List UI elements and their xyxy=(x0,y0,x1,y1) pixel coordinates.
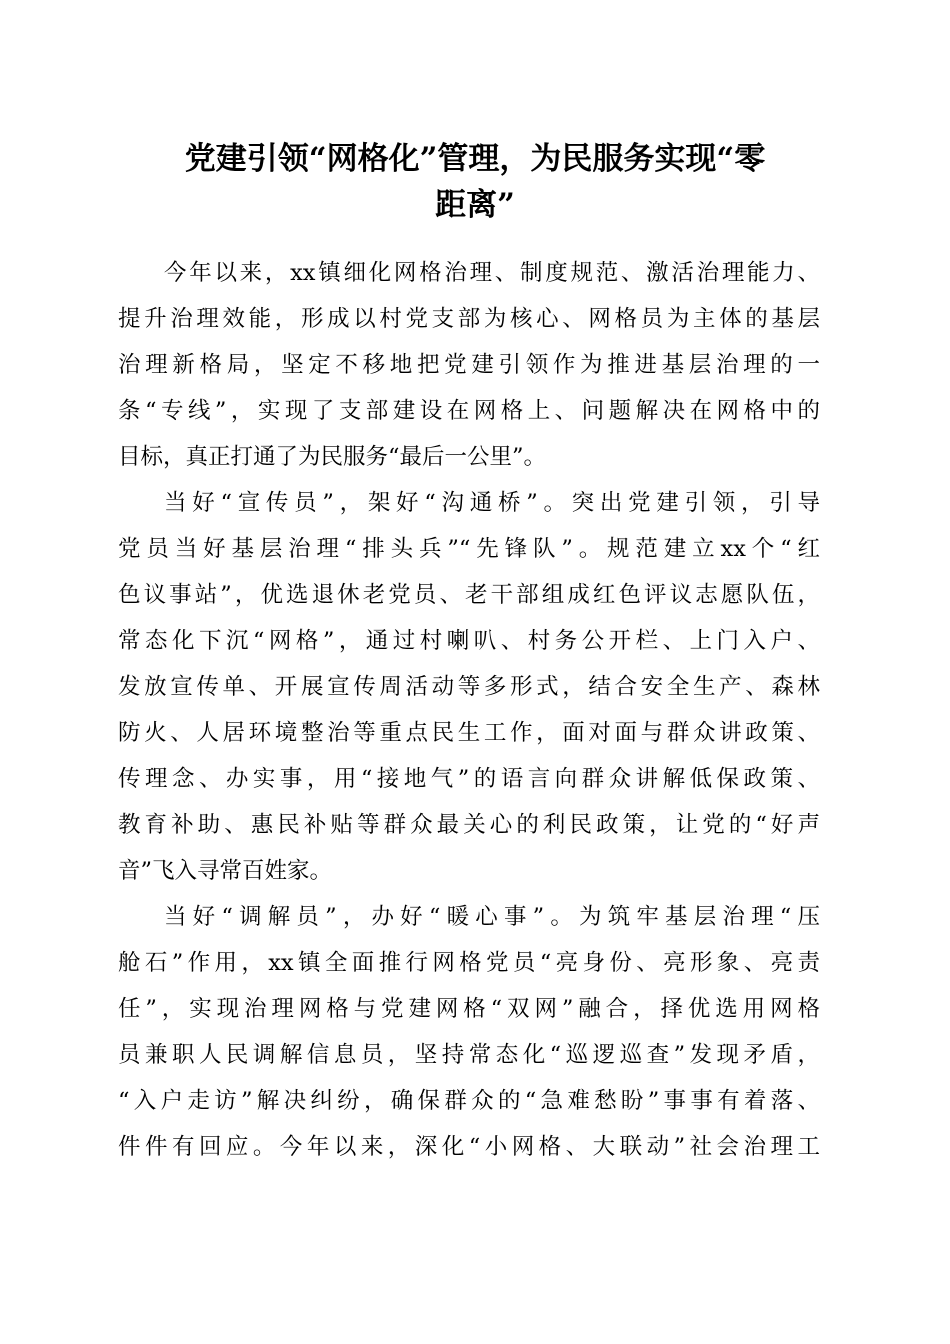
text-line: 色议事站”，优选退休老党员、老干部组成红色评议志愿队伍， xyxy=(118,582,820,608)
paragraph-publicity xyxy=(118,480,820,894)
text-line: 件件有回应。今年以来，深化“小网格、大联动”社会治理工 xyxy=(118,1134,820,1160)
text-line: 员兼职人民调解信息员，坚持常态化“巡逻巡查”发现矛盾， xyxy=(118,1042,820,1068)
text-line: 当好“宣传员”，架好“沟通桥”。突出党建引领，引导 xyxy=(164,490,820,516)
title-line-2: 距离” xyxy=(435,187,515,223)
text-line: 教育补助、惠民补贴等群众最关心的利民政策，让党的“好声 xyxy=(118,812,820,838)
paragraph-mediation xyxy=(118,894,820,1170)
title-line-1: 党建引领“网格化”管理，为民服务实现“零 xyxy=(184,141,766,177)
paragraph-intro xyxy=(118,250,820,480)
text-line: 传理念、办实事，用“接地气”的语言向群众讲解低保政策、 xyxy=(118,766,820,792)
text-line: 发放宣传单、开展宣传周活动等多形式，结合安全生产、森林 xyxy=(118,674,820,700)
text-line: 舱石”作用，xx镇全面推行网格党员“亮身份、亮形象、亮责 xyxy=(118,950,820,976)
text-line: 常态化下沉“网格”，通过村喇叭、村务公开栏、上门入户、 xyxy=(118,628,820,654)
text-line: 当好“调解员”，办好“暖心事”。为筑牢基层治理“压 xyxy=(164,904,820,930)
text-line: 目标，真正打通了为民服务“最后一公里”。 xyxy=(118,444,547,470)
text-line: 任”，实现治理网格与党建网格“双网”融合，择优选用网格 xyxy=(118,996,820,1022)
document-title xyxy=(110,136,840,228)
text-line: 防火、人居环境整治等重点民生工作，面对面与群众讲政策、 xyxy=(118,720,820,746)
text-line: 音”飞入寻常百姓家。 xyxy=(118,858,333,884)
text-line: 提升治理效能，形成以村党支部为核心、网格员为主体的基层 xyxy=(118,306,820,332)
text-line: 党员当好基层治理“排头兵”“先锋队”。规范建立xx个“红 xyxy=(118,536,820,562)
text-line: 今年以来，xx镇细化网格治理、制度规范、激活治理能力、 xyxy=(164,260,820,286)
text-line: 治理新格局，坚定不移地把党建引领作为推进基层治理的一 xyxy=(118,352,820,378)
document-body xyxy=(118,250,820,1170)
text-line: 条“专线”，实现了支部建设在网格上、问题解决在网格中的 xyxy=(118,398,820,424)
text-line: “入户走访”解决纠纷，确保群众的“急难愁盼”事事有着落、 xyxy=(118,1088,820,1114)
